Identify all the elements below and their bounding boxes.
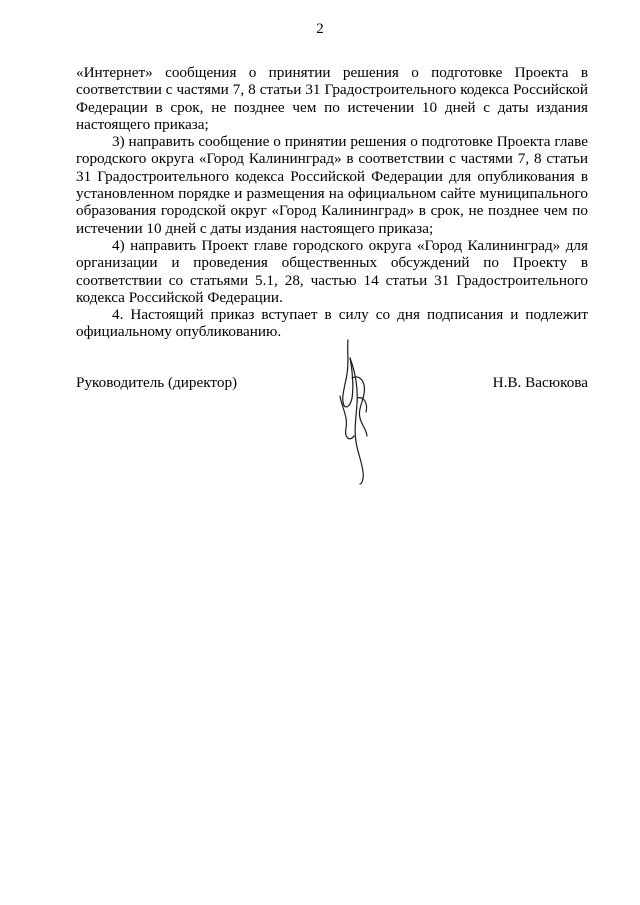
handwritten-signature bbox=[330, 338, 390, 486]
signatory-name: Н.В. Васюкова bbox=[492, 374, 588, 391]
paragraph-item-4-sub: 4) направить Проект главе городского округа «Город Калининград» для организации и проведения общественных обсуждений по Проекту в соответствии со статьями 5.1, 28, частью 14 статьи 31 Градостроительного кодекса Российской Федерации. bbox=[76, 236, 588, 306]
paragraph-item-3: 3) направить сообщение о принятии решения о подготовке Проекта главе городского округа «Город Калининград» в соответствии с частями 7, 8 статьи 31 Градостроительного кодекса Российской Федерации для опубликования в установленном порядке и размещения на официальном сайте муниципального образования городской округ «Город Калининград» в срок, не позднее чем по истечении 10 дней с даты издания настоящего приказа; bbox=[76, 133, 588, 237]
document-body bbox=[76, 64, 588, 341]
signatory-role: Руководитель (директор) bbox=[76, 374, 238, 391]
paragraph-clause-4: 4. Настоящий приказ вступает в силу со дня подписания и подлежит официальному опубликованию. bbox=[76, 306, 588, 341]
paragraph-continuation: «Интернет» сообщения о принятии решения о подготовке Проекта в соответствии с частями 7, 8 статьи 31 Градостроительного кодекса Российской Федерации в срок, не позднее чем по истечении 10 дней с даты издания настоящего приказа; bbox=[76, 64, 588, 133]
page-number: 2 bbox=[316, 21, 324, 37]
